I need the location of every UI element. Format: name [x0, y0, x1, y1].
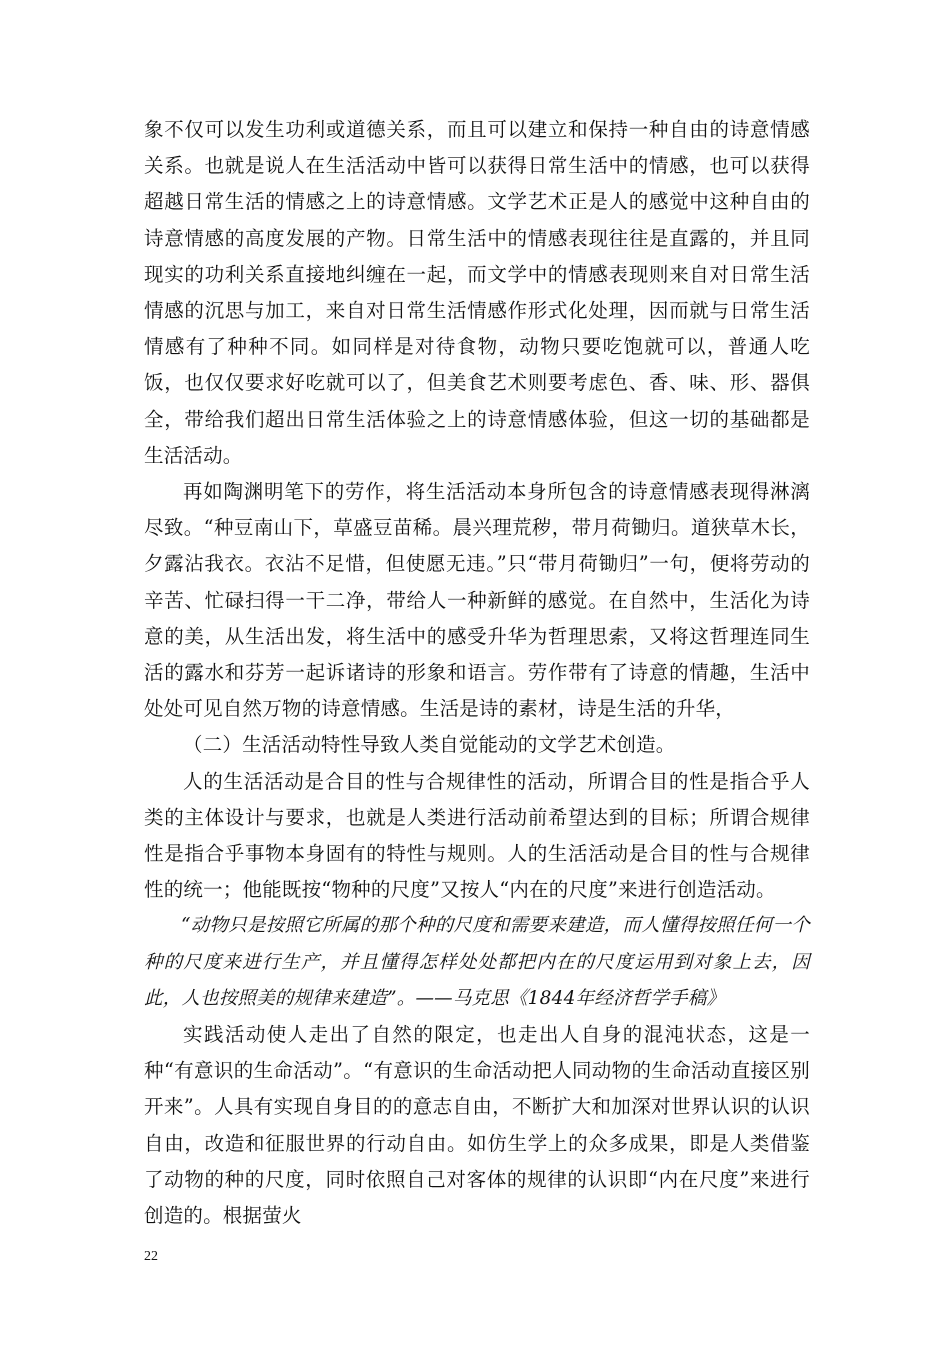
body-paragraph: 象不仅可以发生功利或道德关系，而且可以建立和保持一种自由的诗意情感关系。也就是说人在生活活动中皆可以获得日常生活中的情感，也可以获得超越日常生活的情感之上的诗意情感。文学艺术正是人的感觉中这种自由的诗意情感的高度发展的产物。日常生活中的情感表现往往是直露的，并且同现实的功利关系直接地纠缠在一起，而文学中的情感表现则来自对日常生活情感的沉思与加工，来自对日常生活情感作形式化处理，因而就与日常生活情感有了种种不同。如同样是对待食物，动物只要吃饱就可以，普通人吃饭，也仅仅要求好吃就可以了，但美食艺术则要考虑色、香、味、形、器俱全，带给我们超出日常生活体验之上的诗意情感体验，但这一切的基础都是生活活动。 — [144, 118, 810, 467]
page-number: 22 — [144, 1249, 158, 1264]
body-paragraph: 人的生活活动是合目的性与合规律性的活动，所谓合目的性是指合乎人类的主体设计与要求，也就是人类进行活动前希望达到的目标；所谓合规律性是指合乎事物本身固有的特性与规则。人的生活活动是合目的性与合规律性的统一；他能既按“物种的尺度”又按人“内在的尺度”来进行创造活动。 — [144, 769, 810, 902]
body-paragraph: 实践活动使人走出了自然的限定，也走出人自身的混沌状态，这是一种“有意识的生命活动”。“有意识的生命活动把人同动物的生命活动直接区别开来”。人具有实现自身目的的意志自由，不断扩大和加深对世界认识的认识自由，改造和征服世界的行动自由。如仿生学上的众多成果，即是人类借鉴了动物的种的尺度，同时依照自己对客体的规律的认识即“内在尺度”来进行创造的。根据萤火 — [144, 1023, 810, 1228]
section-heading: （二）生活活动特性导致人类自觉能动的文学艺术创造。 — [183, 733, 676, 757]
body-paragraph: 再如陶渊明笔下的劳作，将生活活动本身所包含的诗意情感表现得淋漓尽致。“种豆南山下，草盛豆苗稀。晨兴理荒秽，带月荷锄归。道狭草木长，夕露沾我衣。衣沾不足惜，但使愿无违。”只“带月荷锄归”一句，便将劳动的辛苦、忙碌扫得一干二净，带给人一种新鲜的感觉。在自然中，生活化为诗意的美，从生活出发，将生活中的感受升华为哲理思索，又将这哲理连同生活的露水和芬芳一起诉诸诗的形象和语言。劳作带有了诗意的情趣，生活中处处可见自然万物的诗意情感。生活是诗的素材，诗是生活的升华， — [144, 480, 810, 721]
block-quote: “动物只是按照它所属的那个种的尺度和需要来建造，而人懂得按照任何一个种的尺度来进行生产，并且懂得怎样处处都把内在的尺度运用到对象上去，因此，人也按照美的规律来建造”。——马克思《1844年经济哲学手稿》 — [144, 915, 810, 1009]
document-body — [144, 112, 810, 1234]
